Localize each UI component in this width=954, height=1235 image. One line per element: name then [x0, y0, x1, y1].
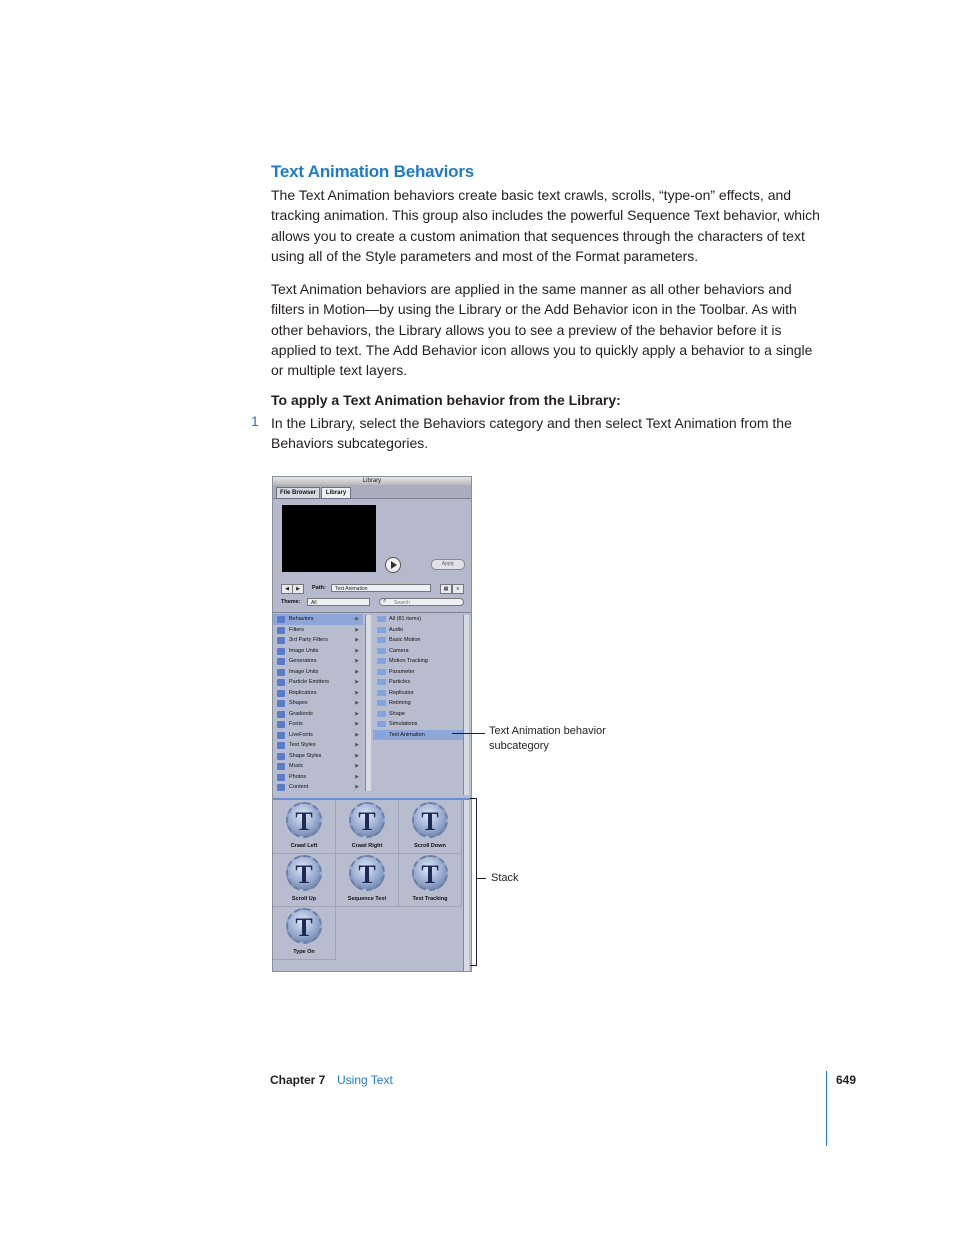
- category-item[interactable]: [273, 751, 363, 762]
- category-item[interactable]: [273, 761, 363, 772]
- disclosure-arrow-icon: ▶: [355, 658, 359, 664]
- forward-arrow-icon[interactable]: ▶: [292, 584, 304, 594]
- category-item[interactable]: [273, 688, 363, 699]
- category-icon: [277, 732, 285, 739]
- subcategory-item[interactable]: [373, 698, 463, 709]
- category-item[interactable]: [273, 646, 363, 657]
- subcategory-label: Audio: [389, 626, 404, 633]
- stack-item-label: Text Tracking: [412, 896, 448, 902]
- category-icon: [277, 711, 285, 718]
- disclosure-arrow-icon: ▶: [355, 616, 359, 622]
- callout-line-subcategory: [452, 733, 485, 734]
- preview-area: [282, 505, 376, 572]
- category-item[interactable]: [273, 709, 363, 720]
- disclosure-arrow-icon: ▶: [355, 700, 359, 706]
- footer-chapter: Chapter 7: [270, 1073, 326, 1087]
- category-item[interactable]: [273, 740, 363, 751]
- category-icon: [277, 774, 285, 781]
- stack-item[interactable]: [399, 853, 462, 907]
- bracket-bottom: [470, 965, 477, 966]
- theme-label: Theme:: [281, 599, 301, 605]
- category-icon: [277, 637, 285, 644]
- disclosure-arrow-icon: ▶: [355, 626, 359, 633]
- library-tabs: [273, 485, 471, 499]
- disclosure-arrow-icon: ▶: [355, 679, 359, 685]
- stack-item[interactable]: [273, 853, 336, 907]
- subcategory-label: Text Animation: [389, 731, 425, 738]
- category-label: LiveFonts: [289, 731, 313, 738]
- subcategory-item[interactable]: [373, 709, 463, 720]
- disclosure-arrow-icon: ▶: [355, 731, 359, 738]
- category-label: Filters: [289, 626, 304, 633]
- callout-line-stack: [477, 878, 486, 879]
- stack-item[interactable]: [273, 906, 336, 960]
- list-view-icon[interactable]: ≡: [452, 584, 464, 594]
- subcategory-label: Particles: [389, 679, 411, 685]
- back-arrow-icon[interactable]: ◀: [281, 584, 293, 594]
- category-item[interactable]: [273, 772, 363, 783]
- category-item[interactable]: [273, 677, 363, 688]
- library-title: Library: [273, 477, 471, 485]
- subcategory-item[interactable]: [373, 656, 463, 667]
- stack-item[interactable]: [273, 800, 336, 854]
- footer-section-link[interactable]: Using Text: [337, 1073, 393, 1087]
- text-behavior-gear-icon: [286, 855, 322, 891]
- category-icon: [277, 679, 285, 686]
- callout-stack: Stack: [491, 872, 519, 884]
- folder-icon: [377, 637, 386, 643]
- category-icon: [277, 784, 285, 791]
- stack-item[interactable]: [336, 853, 399, 907]
- text-behavior-gear-icon: [349, 802, 385, 838]
- subcategory-item[interactable]: [373, 625, 463, 636]
- category-icon: [277, 658, 285, 665]
- body-paragraph-2: Text Animation behaviors are applied in the same manner as all other behaviors and filters in Motion—by using the Library or the Add Behavior icon in the Toolbar. As with other behaviors, the Library allows you to see a preview of the behavior before it is applied to text. The Add Behavior icon allows you to quickly apply a behavior to a single or multiple text layers.: [271, 281, 813, 379]
- folder-icon: [377, 627, 386, 633]
- category-icon: [277, 721, 285, 728]
- category-label: 3rd Party Filters: [289, 637, 328, 643]
- stack-item-label: Crawl Left: [290, 843, 318, 849]
- category-label: Fonts: [289, 721, 303, 727]
- category-icon: [277, 669, 285, 676]
- folder-icon: [377, 711, 386, 717]
- category-icon: [277, 742, 285, 749]
- subcategory-item[interactable]: [373, 677, 463, 688]
- stack-item-label: Scroll Up: [291, 896, 317, 902]
- category-label: Generators: [289, 658, 317, 664]
- disclosure-arrow-icon: ▶: [355, 647, 359, 654]
- subcategory-item[interactable]: [373, 688, 463, 699]
- subcategory-item[interactable]: [373, 667, 463, 678]
- category-label: Image Units: [289, 647, 319, 654]
- disclosure-arrow-icon: ▶: [355, 721, 359, 727]
- gear-glyph: T: [295, 913, 313, 942]
- text-behavior-gear-icon: [286, 802, 322, 838]
- category-label: Image Units: [289, 668, 319, 675]
- gear-glyph: T: [421, 807, 439, 836]
- text-behavior-gear-icon: [286, 908, 322, 944]
- stack-scrollbar[interactable]: [463, 800, 469, 971]
- icon-view-icon[interactable]: ▦: [440, 584, 452, 594]
- disclosure-arrow-icon: ▶: [355, 689, 359, 696]
- tab-file-browser[interactable]: File Browser: [276, 487, 320, 499]
- disclosure-arrow-icon: ▶: [355, 773, 359, 780]
- body-paragraph-1: The Text Animation behaviors create basic text crawls, scrolls, “type-on” effects, and tracking animation. This group also includes the powerful Sequence Text behavior, which allows you to create a custom animation that sequences through the characters of text using all of the Style parameters and most of the Format parameters.: [271, 187, 820, 264]
- category-icon: [277, 648, 285, 655]
- category-scrollbar[interactable]: [365, 615, 371, 791]
- section-heading: Text Animation Behaviors: [271, 162, 475, 181]
- text-behavior-gear-icon: [349, 855, 385, 891]
- folder-icon: [377, 690, 386, 696]
- gear-glyph: T: [295, 860, 313, 889]
- folder-icon: [377, 700, 386, 706]
- disclosure-arrow-icon: ▶: [355, 763, 359, 769]
- category-icon: [277, 700, 285, 707]
- gear-glyph: T: [358, 807, 376, 836]
- subcategory-item[interactable]: [373, 719, 463, 730]
- category-item[interactable]: [273, 719, 363, 730]
- play-icon[interactable]: [385, 557, 401, 573]
- subcategory-label: Replicator: [389, 689, 414, 696]
- page-number: 649: [836, 1073, 857, 1087]
- category-label: Gradients: [289, 710, 313, 717]
- category-item[interactable]: [273, 635, 363, 646]
- category-label: Behaviors: [289, 616, 314, 622]
- subcategory-item[interactable]: [373, 646, 463, 657]
- path-label: Path:: [312, 585, 326, 591]
- disclosure-arrow-icon: ▶: [355, 710, 359, 717]
- category-item[interactable]: [273, 625, 363, 636]
- category-label: Content: [289, 784, 309, 790]
- footer-divider: [826, 1071, 827, 1146]
- category-item[interactable]: [273, 614, 363, 625]
- search-icon: ⌕: [383, 598, 387, 604]
- text-behavior-gear-icon: [412, 802, 448, 838]
- library-panel: [272, 476, 472, 972]
- library-browser-lists: [273, 612, 471, 797]
- theme-popup[interactable]: All: [307, 598, 370, 606]
- subcategory-label: Motion Tracking: [389, 658, 428, 664]
- folder-icon: [377, 658, 386, 664]
- category-label: Particle Emitters: [289, 679, 330, 685]
- stack-item-label: Type On: [293, 949, 315, 955]
- tab-library[interactable]: Library: [321, 487, 351, 499]
- subcategory-list: [373, 614, 463, 740]
- disclosure-arrow-icon: ▶: [355, 784, 359, 790]
- text-behavior-gear-icon: [412, 855, 448, 891]
- callout-subcategory: Text Animation behavior subcategory: [489, 725, 606, 752]
- category-label: Shapes: [289, 700, 308, 706]
- step-number: 1: [251, 413, 259, 429]
- category-label: Shape Styles: [289, 752, 322, 759]
- category-item[interactable]: [273, 698, 363, 709]
- category-icon: [277, 627, 285, 634]
- subcategory-item[interactable]: [373, 730, 463, 741]
- path-popup[interactable]: Text Animation: [331, 584, 431, 592]
- bracket-spine: [476, 798, 477, 966]
- gear-glyph: T: [421, 860, 439, 889]
- category-item[interactable]: [273, 667, 363, 678]
- disclosure-arrow-icon: ▶: [355, 752, 359, 759]
- disclosure-arrow-icon: ▶: [355, 742, 359, 748]
- folder-icon: [377, 732, 386, 738]
- category-item[interactable]: [273, 782, 363, 793]
- category-label: Replicators: [289, 689, 317, 696]
- gear-glyph: T: [358, 860, 376, 889]
- apply-button[interactable]: Apply: [431, 559, 465, 570]
- folder-icon: [377, 648, 386, 654]
- search-field[interactable]: Search: [379, 598, 464, 606]
- stack-item[interactable]: [399, 800, 462, 854]
- folder-icon: [377, 679, 386, 685]
- stack-area: [273, 798, 471, 972]
- step-text: In the Library, select the Behaviors category and then select Text Animation from the Behaviors subcategories.: [271, 415, 792, 452]
- folder-icon: [377, 669, 386, 675]
- subcategory-label: All (81 items): [389, 616, 422, 622]
- subcategory-label: Retiming: [389, 700, 411, 706]
- category-icon: [277, 690, 285, 697]
- subcategory-label: Shape: [389, 710, 405, 717]
- procedure-title: To apply a Text Animation behavior from the Library:: [271, 392, 621, 408]
- category-label: Photos: [289, 773, 307, 780]
- stack-item-label: Crawl Right: [351, 843, 383, 849]
- subcategory-label: Parameter: [389, 668, 415, 675]
- category-icon: [277, 753, 285, 760]
- subcategory-label: Basic Motion: [389, 637, 421, 643]
- disclosure-arrow-icon: ▶: [355, 637, 359, 643]
- category-label: Music: [289, 763, 304, 769]
- subcategory-item[interactable]: [373, 635, 463, 646]
- subcategory-scrollbar[interactable]: [463, 615, 469, 795]
- subcategory-label: Simulations: [389, 721, 418, 727]
- category-item[interactable]: [273, 730, 363, 741]
- folder-icon: [377, 721, 386, 727]
- category-item[interactable]: [273, 656, 363, 667]
- disclosure-arrow-icon: ▶: [355, 668, 359, 675]
- stack-item[interactable]: [336, 800, 399, 854]
- subcategory-item[interactable]: [373, 614, 463, 625]
- stack-item-label: Sequence Text: [347, 896, 387, 902]
- gear-glyph: T: [295, 807, 313, 836]
- category-list: [273, 614, 363, 793]
- subcategory-label: Camera: [389, 647, 409, 654]
- category-label: Text Styles: [289, 742, 316, 748]
- category-icon: [277, 763, 285, 770]
- stack-item-label: Scroll Down: [414, 843, 446, 849]
- category-icon: [277, 616, 285, 623]
- folder-icon: [377, 616, 386, 622]
